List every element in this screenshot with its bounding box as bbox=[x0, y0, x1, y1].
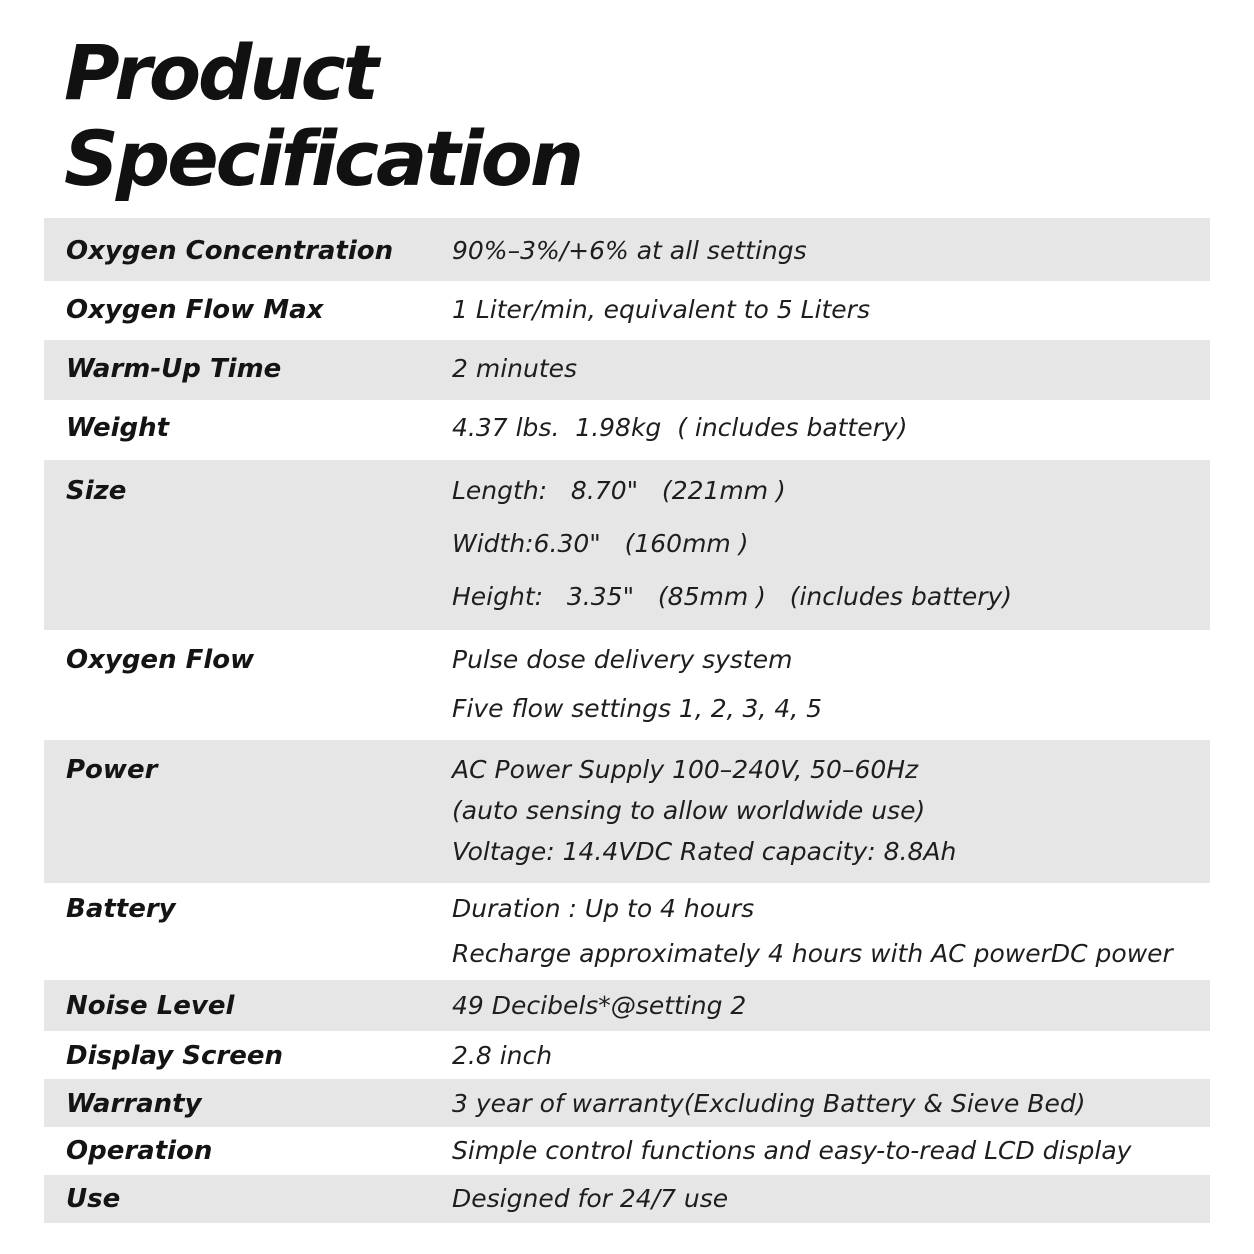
title-line-1: Product bbox=[64, 28, 376, 117]
spec-value-line: 4.37 lbs. 1.98kg ( includes battery) bbox=[452, 413, 908, 442]
spec-values bbox=[452, 894, 1210, 980]
spec-values bbox=[452, 1136, 1210, 1175]
spec-row bbox=[44, 1031, 1210, 1079]
spec-label: Oxygen Concentration bbox=[66, 236, 394, 266]
spec-row bbox=[44, 980, 1210, 1031]
spec-value-line: 1 Liter/min, equivalent to 5 Liters bbox=[452, 295, 870, 324]
spec-label: Use bbox=[66, 1184, 121, 1214]
spec-row bbox=[44, 281, 1210, 340]
spec-value-line: Length: 8.70" (221mm ) bbox=[452, 476, 786, 505]
spec-value-line: 3 year of warranty(Excluding Battery & Sieve Bed) bbox=[452, 1089, 1086, 1118]
spec-values bbox=[452, 645, 1210, 740]
spec-row bbox=[44, 1175, 1210, 1223]
page-title bbox=[64, 30, 581, 202]
spec-values bbox=[452, 1184, 1210, 1223]
spec-values bbox=[452, 755, 1210, 883]
spec-label: Weight bbox=[66, 413, 170, 443]
spec-value-line: 2 minutes bbox=[452, 354, 578, 383]
spec-value-line: Pulse dose delivery system bbox=[452, 645, 793, 674]
spec-label: Oxygen Flow bbox=[66, 645, 255, 675]
spec-label: Battery bbox=[66, 894, 176, 924]
spec-label: Oxygen Flow Max bbox=[66, 295, 324, 325]
spec-value-line: Designed for 24/7 use bbox=[452, 1184, 729, 1213]
spec-value-line: Simple control functions and easy-to-read LCD display bbox=[452, 1136, 1132, 1165]
spec-values bbox=[452, 236, 1210, 281]
spec-values bbox=[452, 476, 1210, 630]
spec-label: Warm-Up Time bbox=[66, 354, 282, 384]
spec-row bbox=[44, 218, 1210, 281]
spec-label: Power bbox=[66, 755, 158, 785]
spec-label: Warranty bbox=[66, 1089, 202, 1119]
spec-value-line: Recharge approximately 4 hours with AC powerDC power bbox=[452, 939, 1173, 968]
spec-row bbox=[44, 460, 1210, 630]
spec-row bbox=[44, 740, 1210, 883]
spec-row bbox=[44, 883, 1210, 980]
spec-row bbox=[44, 400, 1210, 460]
spec-value-line: Height: 3.35" (85mm ) (includes battery) bbox=[452, 582, 1013, 611]
spec-values bbox=[452, 295, 1210, 340]
spec-values bbox=[452, 413, 1210, 460]
spec-values bbox=[452, 1041, 1210, 1079]
spec-value-line: 90%–3%/+6% at all settings bbox=[452, 236, 807, 265]
spec-label: Size bbox=[66, 476, 127, 506]
spec-value-line: AC Power Supply 100–240V, 50–60Hz bbox=[452, 755, 919, 784]
spec-value-line: Five flow settings 1, 2, 3, 4, 5 bbox=[452, 694, 823, 723]
spec-value-line: Width:6.30" (160mm ) bbox=[452, 529, 749, 558]
spec-value-line: 2.8 inch bbox=[452, 1041, 553, 1070]
title-line-2: Specification bbox=[64, 114, 581, 203]
spec-value-line: Duration : Up to 4 hours bbox=[452, 894, 755, 923]
spec-value-line: 49 Decibels*@setting 2 bbox=[452, 991, 747, 1020]
spec-label: Operation bbox=[66, 1136, 213, 1166]
spec-label: Display Screen bbox=[66, 1041, 283, 1071]
spec-table bbox=[44, 218, 1210, 1223]
spec-label: Noise Level bbox=[66, 991, 235, 1021]
spec-value-line: Voltage: 14.4VDC Rated capacity: 8.8Ah bbox=[452, 837, 957, 866]
spec-values bbox=[452, 354, 1210, 400]
spec-row bbox=[44, 340, 1210, 400]
spec-value-line: (auto sensing to allow worldwide use) bbox=[452, 796, 926, 825]
spec-row bbox=[44, 630, 1210, 740]
spec-values bbox=[452, 991, 1210, 1031]
spec-values bbox=[452, 1089, 1210, 1127]
spec-row bbox=[44, 1079, 1210, 1127]
spec-row bbox=[44, 1127, 1210, 1175]
